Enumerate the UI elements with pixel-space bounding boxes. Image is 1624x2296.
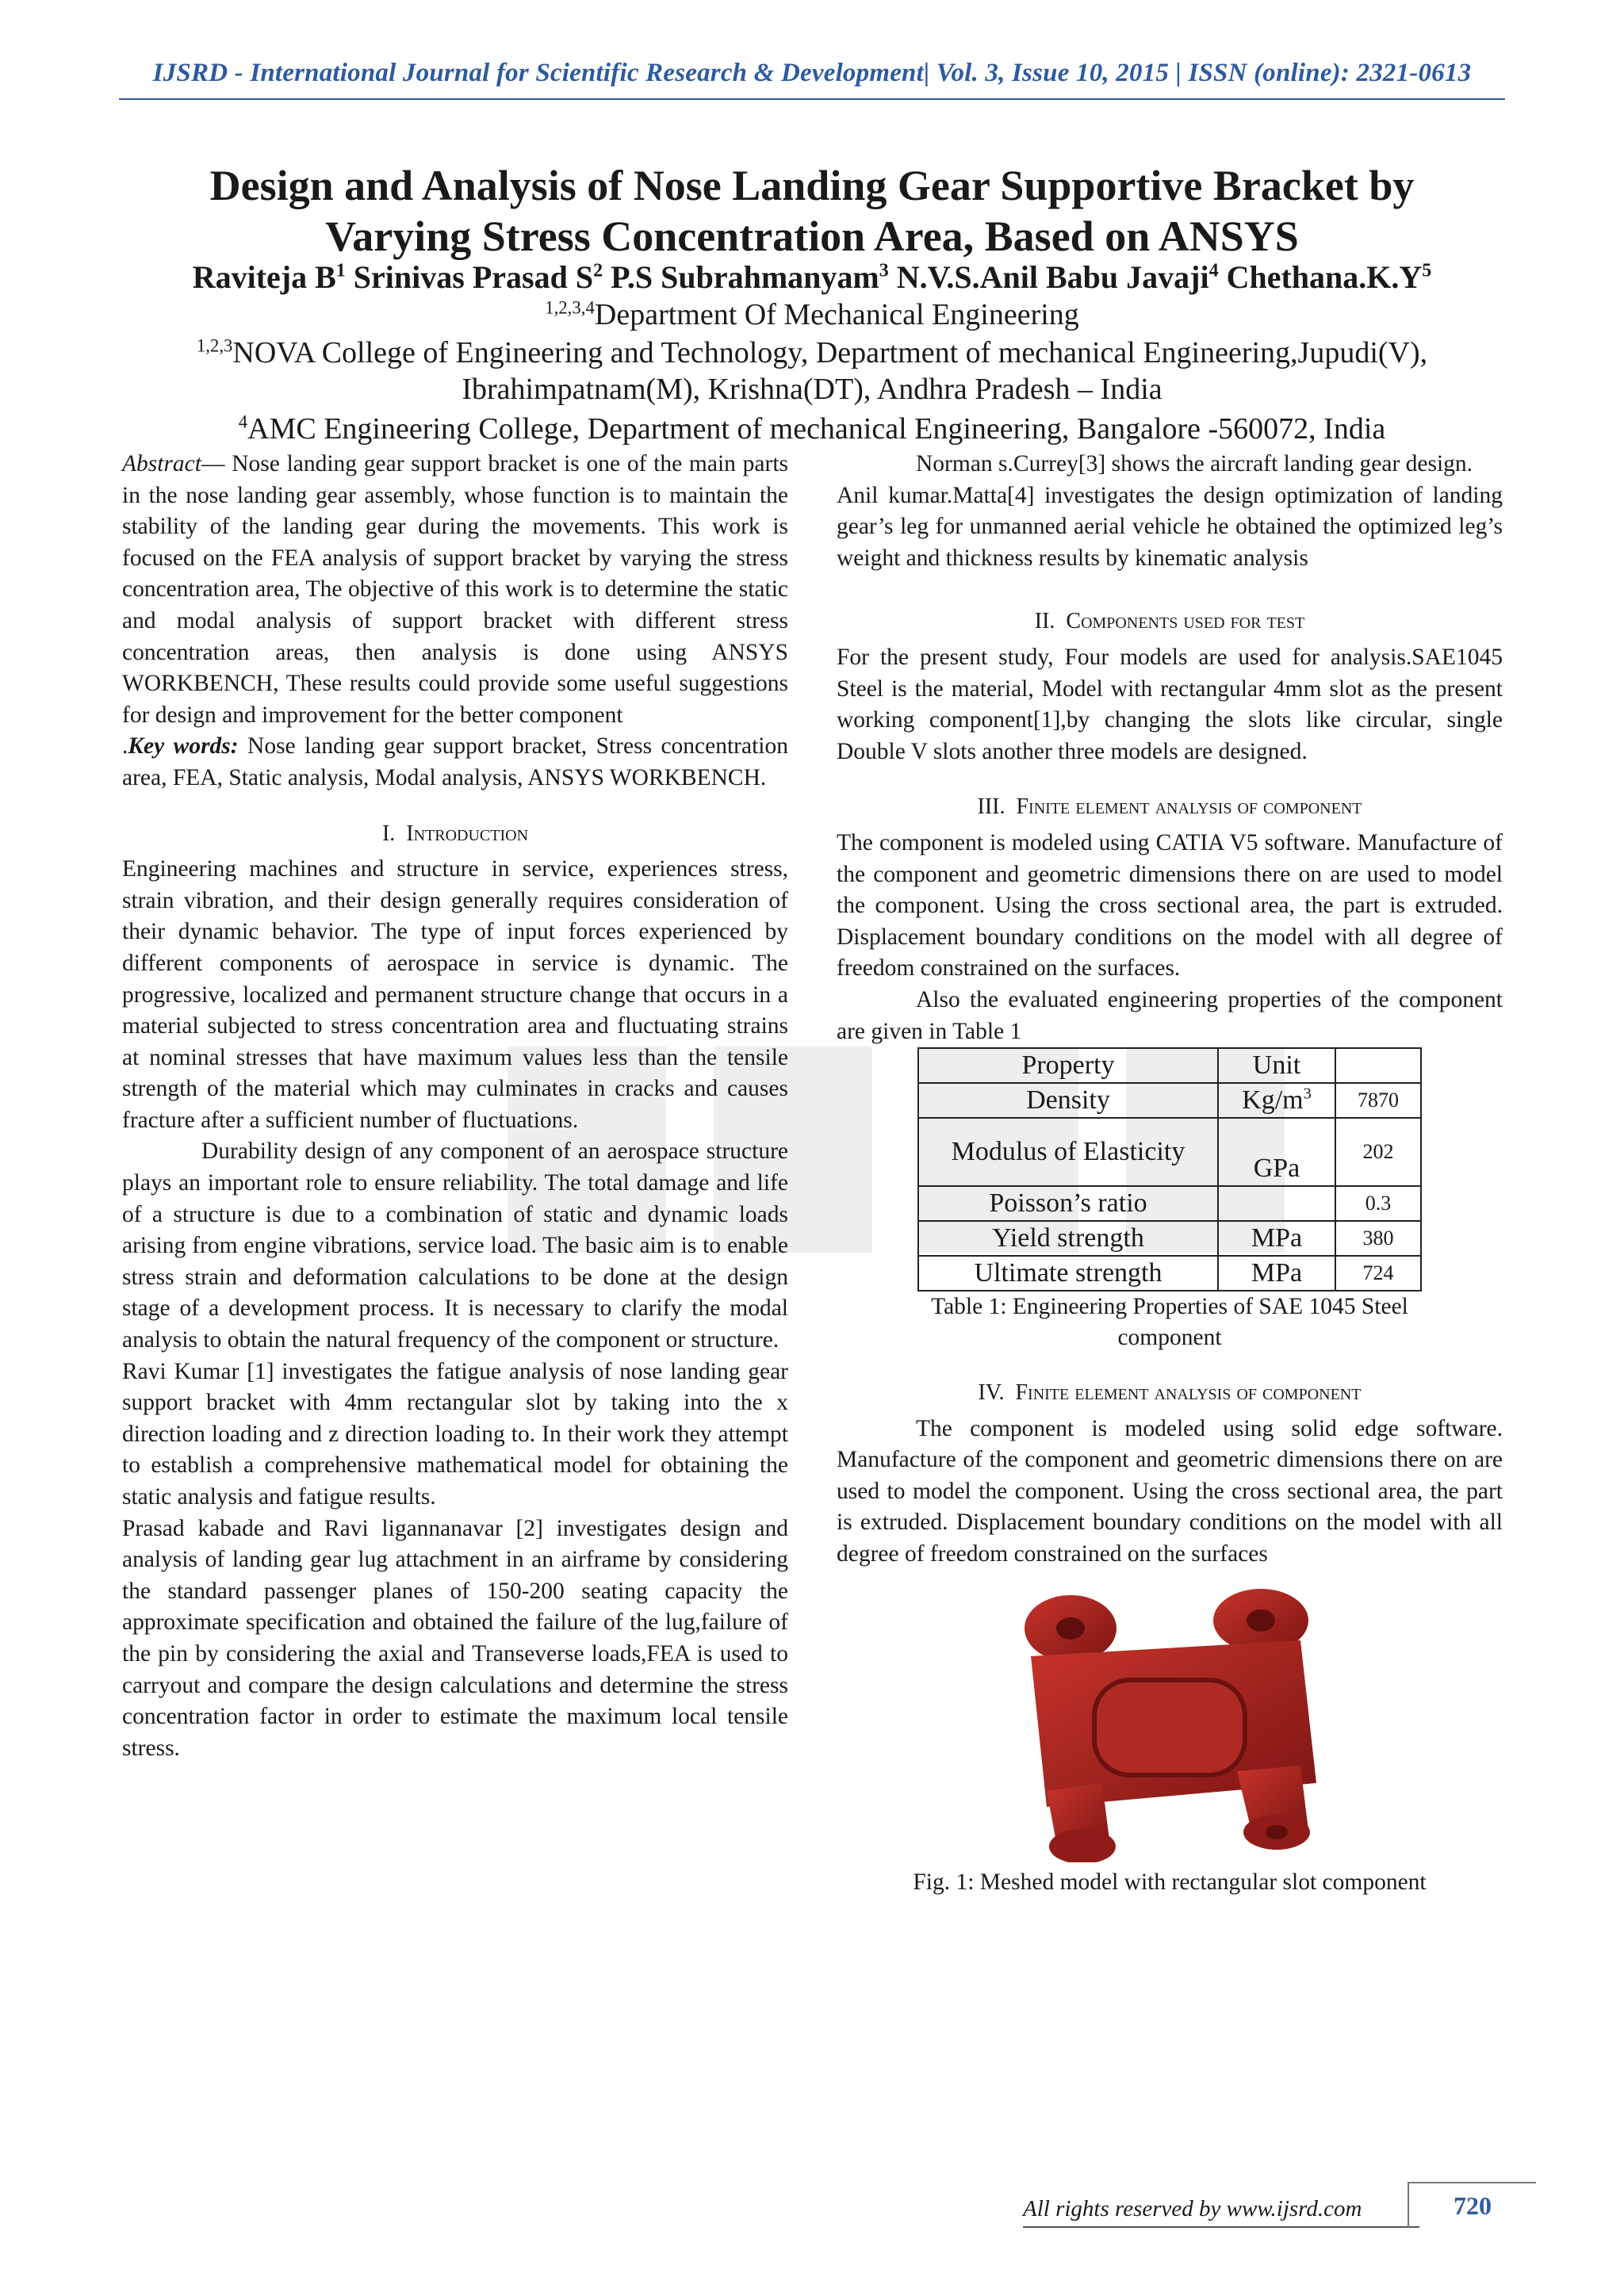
abstract-label: Abstract <box>122 451 201 476</box>
figure-caption: Fig. 1: Meshed model with rectangular slot component <box>913 1869 1427 1895</box>
properties-table <box>917 1047 1422 1292</box>
table-row <box>918 1186 1421 1221</box>
table-cell: GPa <box>1218 1118 1335 1186</box>
author: $Chethana.K.Y^5$ <box>1226 259 1432 295</box>
header-rule <box>119 98 1505 100</box>
body-paragraph: Anil kumar.Matta[4] investigates the design optimization of landing gear’s leg for unmanned aerial vehicle he obtained the optimized leg’s weight and thickness results by kinematic analysis <box>837 482 1503 571</box>
table-cell: 0.3 <box>1335 1186 1421 1221</box>
abstract: Abstract— Nose landing gear support bracket is one of the main parts in the nose landing gear assembly, whose function is to maintain the stability of the landing gear during the movements. This work is focused on the FEA analysis of support bracket by varying the stress concentration area, The objective of this work is to determine the static and modal analysis of support bracket with different stress concentration areas, then analysis is done using ANSYS WORKBENCH, These results could provide some useful suggestions for design and improvement for the better component <box>122 451 788 728</box>
table-cell: $Kg/m^3$ <box>1218 1083 1335 1118</box>
affiliation-2: $^{1,2,3}$NOVA College of Engineering and Technology, Department of mechanical Engineering,Jupudi(V), Ibrahimpatnam(M), Krishna(DT), Andhra Pradesh – India <box>196 335 1428 406</box>
table-row <box>918 1256 1421 1291</box>
paper-title <box>111 160 1513 262</box>
table-cell: MPa <box>1218 1256 1335 1291</box>
page-number: 720 <box>1408 2182 1536 2228</box>
left-column <box>122 449 788 1764</box>
section-heading: IV. Finite element analysis of component <box>978 1380 1362 1406</box>
table-cell: MPa <box>1218 1221 1335 1256</box>
intro-paragraph: Ravi Kumar [1] investigates the fatigue analysis of nose landing gear support bracket with 4mm rectangular slot by taking into the x direction loading and z direction loading to. In their work they attempt to establish a comprehensive mathematical model for obtaining the static analysis and fatigue results. <box>122 1358 788 1510</box>
meshed-bracket-figure <box>999 1585 1340 1862</box>
table-cell: 380 <box>1335 1221 1421 1256</box>
author-list <box>79 258 1545 297</box>
footer-site-link[interactable]: www.ijsrd.com <box>1226 2196 1362 2221</box>
author: N.V.S.Anil Babu Javaji$^4$ <box>896 259 1219 295</box>
table-cell: 7870 <box>1335 1083 1421 1118</box>
body-paragraph: Norman s.Currey[3] shows the aircraft landing gear design. <box>916 451 1473 476</box>
journal-header: IJSRD - International Journal for Scientific Research & Development| Vol. 3, Issue 10, 2015 | ISSN (online): 2321-0613 <box>152 59 1472 87</box>
table-cell: Modulus of Elasticity <box>918 1118 1218 1186</box>
table-header-cell: Property <box>918 1048 1218 1083</box>
title-line-2: Varying Stress Concentration Area, Based on ANSYS <box>325 212 1299 260</box>
table-cell <box>1218 1186 1335 1221</box>
table-cell: Density <box>918 1083 1218 1118</box>
author: P.S Subrahmanyam$^3$ <box>611 259 889 295</box>
table-cell: 724 <box>1335 1256 1421 1291</box>
affiliation-1: $^{1,2,3,4}$Department Of Mechanical Engineering <box>545 297 1079 331</box>
table-header-cell <box>1335 1048 1421 1083</box>
author: Srinivas Prasad $S^2$ <box>353 259 603 295</box>
section-heading: II. Components used for test <box>1034 609 1305 634</box>
author: Raviteja $B^1$ <box>192 259 346 295</box>
intro-paragraph: Durability design of any component of an aerospace structure plays an important role to ensure reliability. The total damage and life of a structure is due to a combination of static and dynamic loads arising from engine vibrations, service load. The basic aim is to enable stress strain and deformation calculations to be done at the design stage of a development process. It is necessary to clarify the modal analysis to obtain the natural frequency of the component or structure. <box>122 1138 788 1353</box>
body-paragraph: The component is modeled using CATIA V5 software. Manufacture of the component and geometric dimensions there on are used to model the component. Using the cross sectional area, the part is extruded. Displacement boundary conditions on the model with all degree of freedom constrained on the surfaces. <box>837 829 1503 982</box>
body-paragraph: The component is modeled using solid edge software. Manufacture of the component and geometric dimensions there on are used to model the component. Using the cross sectional area, the part is extruded. Displacement boundary conditions on the model with all degree of freedom constrained on the surfaces <box>837 1415 1503 1567</box>
table-row <box>918 1118 1421 1186</box>
section-heading: III. Finite element analysis of component <box>977 794 1362 820</box>
right-column <box>837 449 1503 1898</box>
keywords: .Key words: Nose landing gear support bracket, Stress concentration area, FEA, Static analysis, Modal analysis, ANSYS WORKBENCH. <box>122 733 788 790</box>
table-cell: Yield strength <box>918 1221 1218 1256</box>
table-header-cell: Unit <box>1218 1048 1335 1083</box>
footer-rule <box>1023 2226 1419 2228</box>
table-cell: Ultimate strength <box>918 1256 1218 1291</box>
table-row <box>918 1083 1421 1118</box>
body-paragraph: For the present study, Four models are used for analysis.SAE1045 Steel is the material, Model with rectangular 4mm slot as the present working component[1],by changing the slots like circular, single Double V slots another three models are designed. <box>837 644 1503 764</box>
intro-paragraph: Engineering machines and structure in service, experiences stress, strain vibration, and their design generally requires consideration of their dynamic behavior. The type of input forces experienced by different components of aerospace in service is dynamic. The progressive, localized and permanent structure change that occurs in a material subjected to stress concentration area and fluctuating strains at nominal stresses that have maximum values less than the tensile strength of the material which may culminates in cracks and causes fracture after a sufficient number of fluctuations. <box>122 856 788 1133</box>
affiliation-3: $^4$AMC Engineering College, Department of mechanical Engineering, Bangalore -560072, India <box>238 411 1386 446</box>
section-heading: I. Introduction <box>381 821 529 846</box>
table-cell: Poisson’s ratio <box>918 1186 1218 1221</box>
table-caption: Table 1: Engineering Properties of SAE 1045 Steel component <box>931 1294 1408 1351</box>
intro-paragraph: Prasad kabade and Ravi ligannanavar [2] investigates design and analysis of landing gear lug attachment in an airframe by considering the standard passenger planes of 150-200 seating capacity the approximate specification and obtained the failure of the lug,failure of the pin by considering the axial and Transeverse loads,FEA is used to carryout and compare the design calculations and determine the stress concentration factor in order to estimate the maximum local tensile stress. <box>122 1515 788 1761</box>
body-paragraph: Also the evaluated engineering properties of the component are given in Table 1 <box>837 986 1503 1044</box>
footer-rights: All rights reserved by www.ijsrd.com <box>1023 2196 1362 2221</box>
table-header-row <box>918 1048 1421 1083</box>
title-line-1: Design and Analysis of Nose Landing Gear Supportive Bracket by <box>209 162 1415 209</box>
table-cell: 202 <box>1335 1118 1421 1186</box>
table-row <box>918 1221 1421 1256</box>
